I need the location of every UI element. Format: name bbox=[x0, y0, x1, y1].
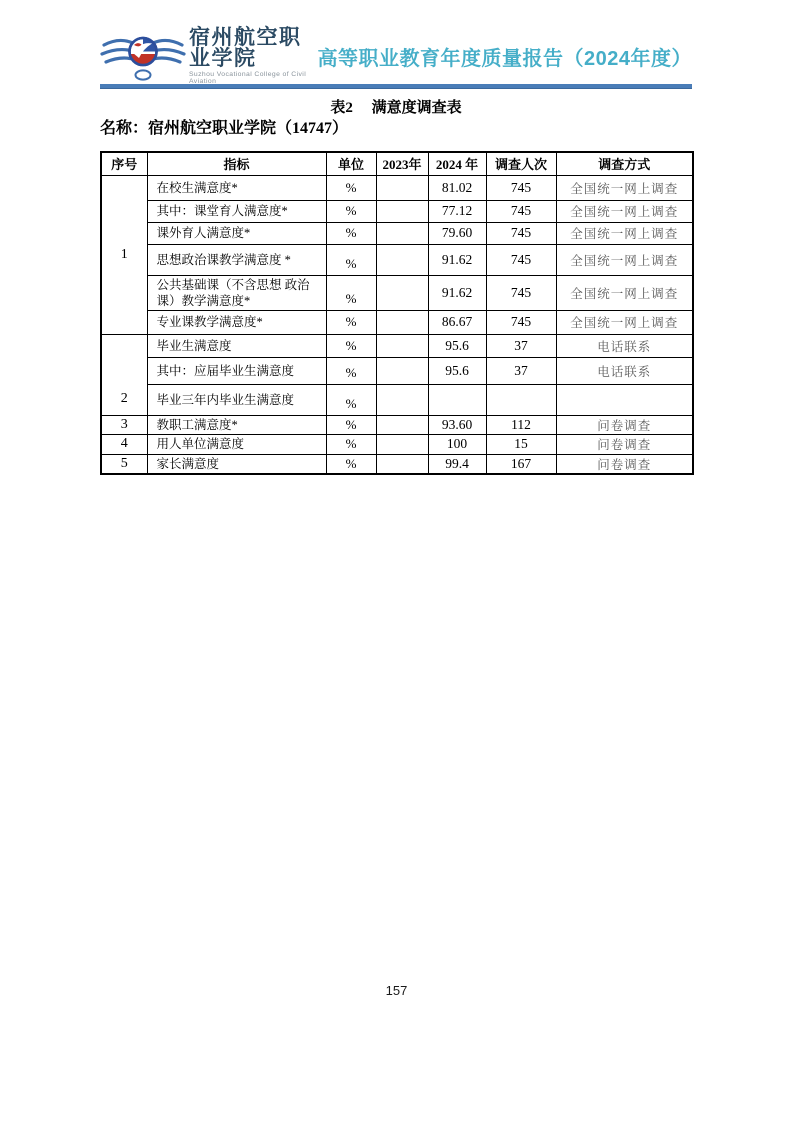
table-row bbox=[101, 244, 693, 275]
unit-cell: % bbox=[326, 244, 376, 275]
indicator-cell: 思想政治课教学满意度 * bbox=[147, 244, 326, 275]
indicator-cell: 公共基础课（不含思想 政治课）教学满意度* bbox=[147, 275, 326, 310]
table-row bbox=[101, 175, 693, 200]
year2024-cell: 91.62 bbox=[428, 244, 486, 275]
count-cell: 745 bbox=[486, 200, 556, 222]
column-header-count: 调查人次 bbox=[486, 152, 556, 175]
seq-cell: 1 bbox=[101, 175, 147, 334]
document-name-line: 名称：宿州航空职业学院（14747） bbox=[100, 120, 349, 137]
year2024-cell: 93.60 bbox=[428, 415, 486, 434]
satisfaction-table bbox=[100, 151, 694, 475]
seq-cell: 5 bbox=[101, 454, 147, 474]
year2023-cell bbox=[376, 275, 428, 310]
school-logo bbox=[100, 30, 186, 82]
table-caption: 表2 满意度调查表 bbox=[330, 100, 462, 116]
report-title: 高等职业教育年度质量报告（2024年度） bbox=[317, 47, 692, 70]
table-row bbox=[101, 357, 693, 384]
table-row bbox=[101, 310, 693, 334]
count-cell: 15 bbox=[486, 434, 556, 454]
indicator-cell: 教职工满意度* bbox=[147, 415, 326, 434]
table-row bbox=[101, 200, 693, 222]
masthead bbox=[100, 24, 692, 85]
year2023-cell bbox=[376, 310, 428, 334]
table-row bbox=[101, 434, 693, 454]
year2024-cell: 81.02 bbox=[428, 175, 486, 200]
unit-cell: % bbox=[326, 357, 376, 384]
method-cell: 全国统一网上调查 bbox=[556, 310, 693, 334]
method-cell: 问卷调查 bbox=[556, 415, 693, 434]
unit-cell: % bbox=[326, 222, 376, 244]
unit-cell: % bbox=[326, 454, 376, 474]
table-row bbox=[101, 275, 693, 310]
column-header-method: 调查方式 bbox=[556, 152, 693, 175]
unit-cell: % bbox=[326, 275, 376, 310]
year2023-cell bbox=[376, 222, 428, 244]
seq-cell: 2 bbox=[101, 334, 147, 415]
year2023-cell bbox=[376, 434, 428, 454]
method-cell: 问卷调查 bbox=[556, 454, 693, 474]
year2024-cell: 95.6 bbox=[428, 357, 486, 384]
year2024-cell: 91.62 bbox=[428, 275, 486, 310]
method-cell: 电话联系 bbox=[556, 357, 693, 384]
indicator-cell: 毕业三年内毕业生满意度 bbox=[147, 384, 326, 415]
satisfaction-table-body bbox=[101, 175, 693, 474]
count-cell: 745 bbox=[486, 244, 556, 275]
school-name: 宿州航空职业学院 bbox=[189, 24, 302, 70]
table-row bbox=[101, 222, 693, 244]
method-cell: 全国统一网上调查 bbox=[556, 222, 693, 244]
count-cell: 112 bbox=[486, 415, 556, 434]
seq-cell: 3 bbox=[101, 415, 147, 434]
year2024-cell: 99.4 bbox=[428, 454, 486, 474]
school-name-english: Suzhou Vocational College of Civil Aviation bbox=[189, 70, 307, 85]
count-cell: 37 bbox=[486, 334, 556, 357]
column-header-indicator: 指标 bbox=[147, 152, 326, 175]
year2024-cell bbox=[428, 384, 486, 415]
method-cell: 全国统一网上调查 bbox=[556, 175, 693, 200]
method-cell: 全国统一网上调查 bbox=[556, 244, 693, 275]
wings-emblem-icon bbox=[100, 30, 186, 82]
unit-cell: % bbox=[326, 384, 376, 415]
unit-cell: % bbox=[326, 334, 376, 357]
method-cell: 电话联系 bbox=[556, 334, 693, 357]
page-content bbox=[100, 0, 692, 475]
indicator-cell: 在校生满意度* bbox=[147, 175, 326, 200]
year2023-cell bbox=[376, 384, 428, 415]
indicator-cell: 用人单位满意度 bbox=[147, 434, 326, 454]
unit-cell: % bbox=[326, 310, 376, 334]
seq-cell: 4 bbox=[101, 434, 147, 454]
year2024-cell: 77.12 bbox=[428, 200, 486, 222]
year2024-cell: 100 bbox=[428, 434, 486, 454]
method-cell bbox=[556, 384, 693, 415]
count-cell bbox=[486, 384, 556, 415]
indicator-cell: 其中：课堂育人满意度* bbox=[147, 200, 326, 222]
year2023-cell bbox=[376, 244, 428, 275]
method-cell: 问卷调查 bbox=[556, 434, 693, 454]
count-cell: 745 bbox=[486, 175, 556, 200]
unit-cell: % bbox=[326, 434, 376, 454]
count-cell: 745 bbox=[486, 222, 556, 244]
unit-cell: % bbox=[326, 200, 376, 222]
unit-cell: % bbox=[326, 175, 376, 200]
table-row bbox=[101, 415, 693, 434]
table-row bbox=[101, 384, 693, 415]
year2023-cell bbox=[376, 200, 428, 222]
method-cell: 全国统一网上调查 bbox=[556, 200, 693, 222]
year2024-cell: 79.60 bbox=[428, 222, 486, 244]
column-header-seq: 序号 bbox=[101, 152, 147, 175]
count-cell: 37 bbox=[486, 357, 556, 384]
method-cell: 全国统一网上调查 bbox=[556, 275, 693, 310]
school-identity bbox=[189, 24, 318, 86]
column-header-2024: 2024 年 bbox=[428, 152, 486, 175]
indicator-cell: 家长满意度 bbox=[147, 454, 326, 474]
year2023-cell bbox=[376, 357, 428, 384]
year2023-cell bbox=[376, 454, 428, 474]
page-number: 157 bbox=[385, 983, 408, 998]
indicator-cell: 其中：应届毕业生满意度 bbox=[147, 357, 326, 384]
indicator-cell: 课外育人满意度* bbox=[147, 222, 326, 244]
count-cell: 745 bbox=[486, 310, 556, 334]
year2023-cell bbox=[376, 175, 428, 200]
table-header-row bbox=[101, 152, 693, 175]
column-header-2023: 2023年 bbox=[376, 152, 428, 175]
indicator-cell: 毕业生满意度 bbox=[147, 334, 326, 357]
unit-cell: % bbox=[326, 415, 376, 434]
count-cell: 167 bbox=[486, 454, 556, 474]
year2024-cell: 86.67 bbox=[428, 310, 486, 334]
year2023-cell bbox=[376, 334, 428, 357]
table-row bbox=[101, 454, 693, 474]
table-row bbox=[101, 334, 693, 357]
indicator-cell: 专业课教学满意度* bbox=[147, 310, 326, 334]
column-header-unit: 单位 bbox=[326, 152, 376, 175]
year2024-cell: 95.6 bbox=[428, 334, 486, 357]
year2023-cell bbox=[376, 415, 428, 434]
count-cell: 745 bbox=[486, 275, 556, 310]
